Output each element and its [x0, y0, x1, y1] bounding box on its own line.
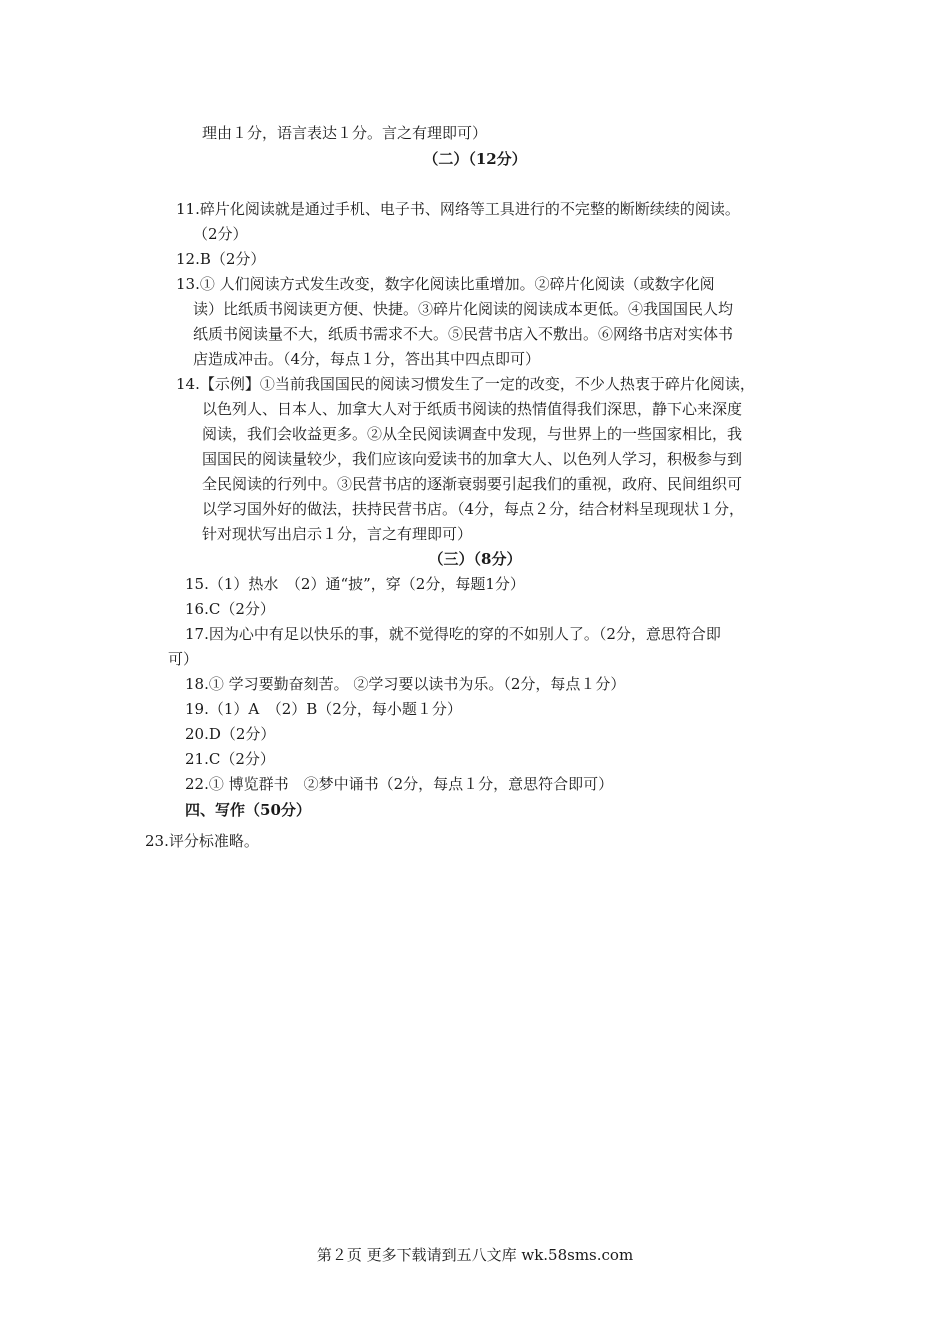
section-heading: 四、写作（50分） — [185, 801, 311, 819]
page-footer: 第２页 更多下载请到五八文库 wk.58sms.com — [316, 1246, 634, 1264]
answer-line: 针对现状写出启示１分，言之有理即可） — [202, 525, 473, 543]
answer-line: 21.C（2分） — [185, 750, 275, 768]
answer-line: 12.B（2分） — [176, 250, 266, 268]
answer-line: 以色列人、日本人、加拿大人对于纸质书阅读的热情值得我们深思，静下心来深度 — [202, 400, 743, 418]
answer-line: 15.（1）热水 （2）通“披”，穿（2分，每题1分） — [185, 575, 525, 593]
section-heading: （二）（12分） — [423, 150, 527, 168]
answer-line: 16.C（2分） — [185, 600, 275, 618]
answer-line: 可） — [168, 650, 199, 668]
answer-line: 以学习国外好的做法，扶持民营书店。（4分，每点２分，结合材料呈现现状１分， — [202, 500, 745, 518]
answer-line: 17.因为心中有足以快乐的事，就不觉得吃的穿的不如别人了。（2分，意思符合即 — [185, 625, 721, 643]
text-line: 理由１分，语言表达１分。言之有理即可） — [202, 124, 488, 142]
section-heading: （三）（8分） — [428, 550, 522, 568]
answer-line: 22.① 博览群书 ②梦中诵书（2分，每点１分，意思符合即可） — [185, 775, 614, 793]
answer-line: 读）比纸质书阅读更方便、快捷。③碎片化阅读的阅读成本更低。④我国国民人均 — [193, 300, 734, 318]
answer-line: 纸质书阅读量不大，纸质书需求不大。⑤民营书店入不敷出。⑥网络书店对实体书 — [193, 325, 734, 343]
answer-line: 18.① 学习要勤奋刻苦。 ②学习要以读书为乐。（2分，每点１分） — [185, 675, 626, 693]
answer-line: 店造成冲击。（4分，每点１分，答出其中四点即可） — [193, 350, 541, 368]
answer-line: 19.（1）A （2）B（2分，每小题１分） — [185, 700, 462, 718]
answer-line: 23.评分标准略。 — [145, 832, 259, 850]
answer-line: 11.碎片化阅读就是通过手机、电子书、网络等工具进行的不完整的断断续续的阅读。 — [176, 200, 740, 218]
answer-line: 14.【示例】①当前我国国民的阅读习惯发生了一定的改变，不少人热衷于碎片化阅读， — [176, 375, 755, 393]
answer-line: （2分） — [193, 225, 248, 243]
answer-line: 全民阅读的行列中。③民营书店的逐渐衰弱要引起我们的重视，政府、民间组织可 — [202, 475, 743, 493]
answer-line: 13.① 人们阅读方式发生改变，数字化阅读比重增加。②碎片化阅读（或数字化阅 — [176, 275, 715, 293]
answer-line: 20.D（2分） — [185, 725, 276, 743]
answer-line: 阅读，我们会收益更多。②从全民阅读调查中发现，与世界上的一些国家相比，我 — [202, 425, 743, 443]
answer-line: 国国民的阅读量较少，我们应该向爱读书的加拿大人、以色列人学习，积极参与到 — [202, 450, 743, 468]
